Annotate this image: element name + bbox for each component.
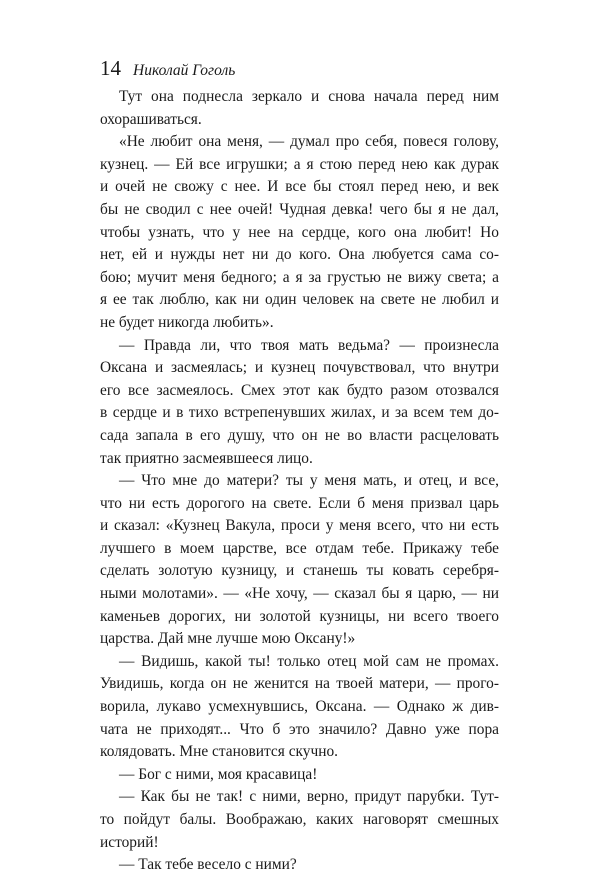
text-line: в сердце и в тихо встрепенувших жилах, и за всем тем до-: [100, 404, 499, 422]
page-number: 14: [100, 56, 121, 80]
text-line: кузнец. — Ей все игрушки; а я стою перед нею как дурак: [100, 155, 499, 173]
text-line: ворила, лукаво усмехнувшись, Оксана. — Однако ж див-: [100, 698, 499, 716]
text-line: «Не любит она меня, — думал про себя, повеся голову,: [119, 133, 499, 151]
text-line: и сказал: «Кузнец Вакула, проси у меня всего, что ни есть: [100, 517, 499, 535]
text-line: его все засмеялось. Смех этот как будто разом отозвался: [100, 381, 499, 399]
text-line: нет, ей и нужды нет ни до кого. Она любуется сама со-: [100, 246, 499, 264]
text-line: — Так тебе весело с ними?: [119, 856, 297, 874]
running-title: Николай Гоголь: [133, 62, 236, 79]
text-line: и очей не свожу с нее. И все бы стоял перед нею, и век: [100, 178, 499, 196]
text-line: — Бог с ними, моя красавица!: [119, 765, 318, 783]
text-line: Увидишь, когда он не женится на твоей матери, — прого-: [100, 675, 499, 693]
text-line: чата не приходят... Что б это значило? Давно уже пора: [100, 720, 499, 738]
text-line: не будет никогда любить».: [100, 313, 274, 331]
text-line: охорашиваться.: [100, 110, 202, 128]
text-line: Тут она поднесла зеркало и снова начала перед ним: [119, 88, 499, 105]
text-line: — Правда ли, что твоя мать ведьма? — произнесла: [119, 336, 499, 354]
text-line: сада запала в его душу, что он не во власти расцеловать: [100, 426, 499, 444]
text-line: чтобы узнать, что у нее на сердце, кого она любит! Но: [100, 223, 499, 241]
text-line: сделать золотую кузницу, и станешь ты ковать серебря-: [100, 562, 499, 580]
text-line: колядовать. Мне становится скучно.: [100, 743, 338, 761]
text-line: то пойдут балы. Воображаю, каких наговорят смешных: [100, 811, 499, 828]
text-line: лучшего в моем царстве, все отдам тебе. Прикажу тебе: [100, 539, 499, 557]
text-line: что ни есть дорогого на свете. Если б меня призвал царь: [100, 494, 499, 512]
text-line: царства. Дай мне лучше мою Оксану!»: [100, 630, 356, 648]
text-line: я ее так люблю, как ни один человек на свете не любил и: [100, 291, 499, 309]
body-text: [100, 86, 499, 877]
page-header: [100, 58, 235, 79]
text-line: — Видишь, какой ты! только отец мой сам не промах.: [119, 652, 499, 670]
text-line: — Как бы не так! с ними, верно, придут парубки. Тут-: [119, 788, 499, 806]
text-line: бою; мучит меня бедного; а я за грустью не вижу света; а: [100, 268, 499, 286]
text-line: ными молотами». — «Не хочу, — сказал бы я царю, — ни: [100, 585, 499, 603]
text-line: историй!: [100, 833, 159, 851]
text-line: так приятно засмеявшееся лицо.: [100, 449, 313, 467]
text-line: Оксана и засмеялась; и кузнец почувствовал, что внутри: [100, 359, 499, 377]
text-line: каменьев дорогих, ни золотой кузницы, ни всего твоего: [100, 607, 499, 625]
text-line: — Что мне до матери? ты у меня мать, и отец, и все,: [119, 472, 499, 490]
text-line: бы не сводил с нее очей! Чудная девка! чего бы я не дал,: [100, 200, 499, 218]
